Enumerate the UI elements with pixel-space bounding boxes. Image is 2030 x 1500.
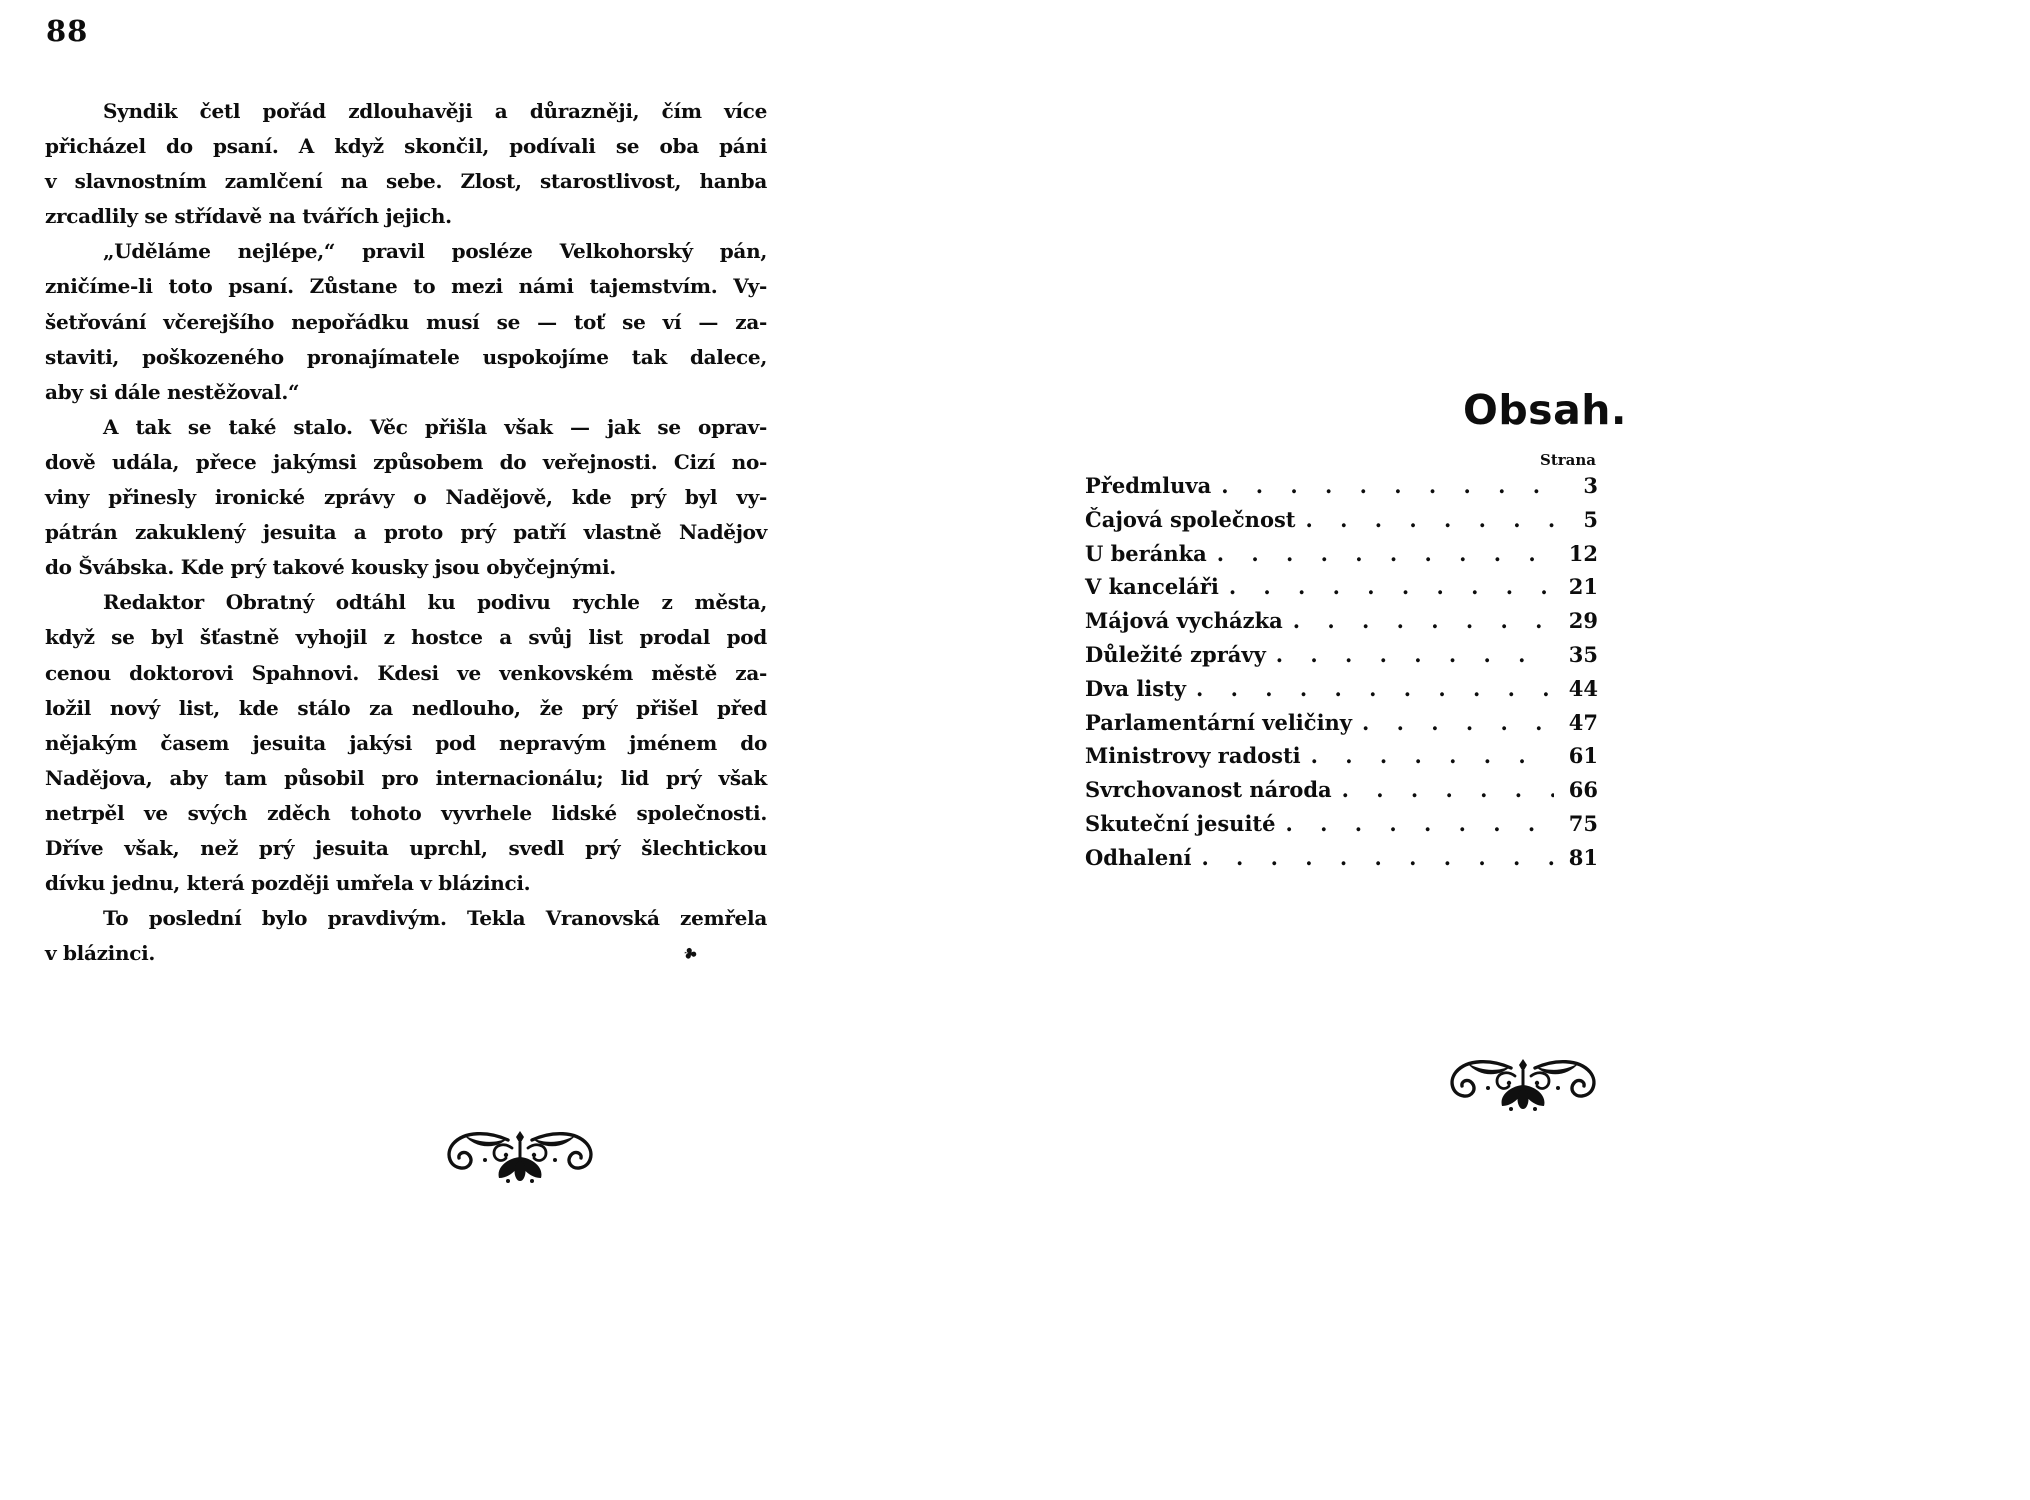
toc-entry-page: 3 (1583, 473, 1598, 498)
toc-column-header: Strana (1539, 451, 1596, 469)
dot-leader (1217, 541, 1554, 566)
toc-title: Obsah. (1462, 386, 1628, 434)
toc-row (1085, 676, 1598, 710)
toc-entry-page: 66 (1568, 777, 1598, 803)
text-line: v blázinci. (45, 941, 156, 966)
text-line: v slavnostním zamlčení na sebe. Zlost, starostlivost, hanba (45, 169, 767, 194)
toc-entry-page: 29 (1568, 608, 1598, 634)
toc-entry-label: Skuteční jesuité (1085, 810, 1276, 836)
toc-list (1085, 473, 1598, 879)
toc-row (1085, 473, 1598, 507)
toc-entry-page: 81 (1568, 844, 1598, 870)
toc-entry-label: Ministrovy radosti (1085, 743, 1301, 769)
toc-entry-page: 5 (1583, 506, 1598, 532)
text-line: Redaktor Obratný odtáhl ku podivu rychle z města, (103, 590, 767, 615)
dot-leader (1293, 608, 1554, 633)
text-line: do Švábska. Kde prý takové kousky jsou obyčejnými. (45, 555, 616, 580)
dot-leader (1196, 676, 1554, 701)
toc-entry-page: 35 (1568, 641, 1598, 667)
text-line: dově udála, přece jakýmsi způsobem do veřejnosti. Cizí no- (45, 449, 767, 474)
dot-leader (1285, 811, 1554, 836)
tailpiece-ornament-icon (1441, 1052, 1605, 1114)
toc-entry-label: Odhalení (1085, 844, 1192, 870)
toc-entry-label: Májová vycházka (1085, 608, 1283, 634)
toc-row (1085, 710, 1598, 744)
dot-leader (1305, 507, 1554, 532)
toc-row (1085, 743, 1598, 777)
toc-row (1085, 574, 1598, 608)
toc-entry-label: Parlamentární veličiny (1085, 709, 1353, 735)
text-line: šetřování včerejšího nepořádku musí se — toť se ví — za- (45, 309, 767, 334)
text-line: aby si dále nestěžoval.“ (45, 379, 300, 404)
text-line: ložil nový list, kde stálo za nedlouho, že prý přišel před (45, 695, 767, 720)
text-line: viny přinesly ironické zprávy o Nadějově, kde prý byl vy- (45, 485, 767, 510)
text-line: když se byl šťastně vyhojil z hostce a svůj list prodal pod (45, 625, 767, 650)
text-line: nějakým časem jesuita jakýsi pod nepravým jménem do (45, 730, 767, 755)
toc-entry-label: Dva listy (1085, 675, 1187, 701)
text-line: To poslední bylo pravdivým. Tekla Vranovská zemřela (103, 906, 767, 931)
leaf-fleuron-icon: ♣ (679, 944, 701, 963)
dot-leader (1342, 777, 1554, 802)
text-line: zničíme-li toto psaní. Zůstane to mezi námi tajemstvím. Vy- (45, 274, 767, 299)
text-line: Syndik četl pořád zdlouhavěji a důrazněji, čím více (103, 99, 767, 123)
toc-entry-page: 75 (1568, 810, 1598, 836)
toc-entry-label: Svrchovanost národa (1085, 777, 1332, 803)
text-line: zrcadlily se střídavě na tvářích jejich. (45, 204, 452, 229)
toc-row (1085, 608, 1598, 642)
dot-leader (1201, 845, 1554, 870)
page-number: 88 (46, 14, 89, 48)
text-line: „Uděláme nejlépe,“ pravil posléze Velkohorský pán, (103, 239, 767, 264)
toc-row (1085, 642, 1598, 676)
toc-entry-page: 61 (1568, 743, 1598, 769)
text-line: netrpěl ve svých zděch tohoto vyvrhele lidské společnosti. (45, 800, 767, 825)
toc-entry-label: V kanceláři (1085, 574, 1219, 600)
tailpiece-ornament-icon (438, 1124, 602, 1186)
toc-entry-page: 44 (1568, 675, 1598, 701)
text-line: Dříve však, než prý jesuita uprchl, svedl prý šlechtickou (45, 835, 767, 860)
toc-entry-page: 12 (1568, 540, 1598, 566)
dot-leader (1221, 473, 1554, 498)
text-line: cenou doktorovi Spahnovi. Kdesi ve venkovském městě za- (45, 660, 767, 685)
text-line: A tak se také stalo. Věc přišla však — jak se oprav- (103, 414, 767, 439)
toc-row (1085, 811, 1598, 845)
toc-entry-label: U beránka (1085, 540, 1207, 566)
toc-entry-label: Důležité zprávy (1085, 641, 1266, 667)
toc-entry-page: 47 (1568, 709, 1598, 735)
toc-row (1085, 845, 1598, 879)
toc-row (1085, 507, 1598, 541)
body-text (45, 94, 767, 971)
toc-row (1085, 541, 1598, 575)
dot-leader (1311, 743, 1554, 768)
text-line: přicházel do psaní. A když skončil, podívali se oba páni (45, 134, 767, 159)
toc-row (1085, 777, 1598, 811)
text-line: dívku jednu, která později umřela v blázinci. (45, 871, 531, 896)
text-line: pátrán zakuklený jesuita a proto prý patří vlastně Nadějov (45, 520, 767, 545)
dot-leader (1362, 710, 1554, 735)
text-line: Nadějova, aby tam působil pro internacionálu; lid prý však (45, 765, 767, 790)
dot-leader (1229, 574, 1554, 599)
text-line: staviti, poškozeného pronajímatele uspokojíme tak dalece, (45, 344, 767, 369)
toc-entry-label: Čajová společnost (1085, 506, 1296, 532)
toc-entry-label: Předmluva (1085, 473, 1212, 498)
dot-leader (1276, 642, 1554, 667)
toc-entry-page: 21 (1568, 574, 1598, 600)
